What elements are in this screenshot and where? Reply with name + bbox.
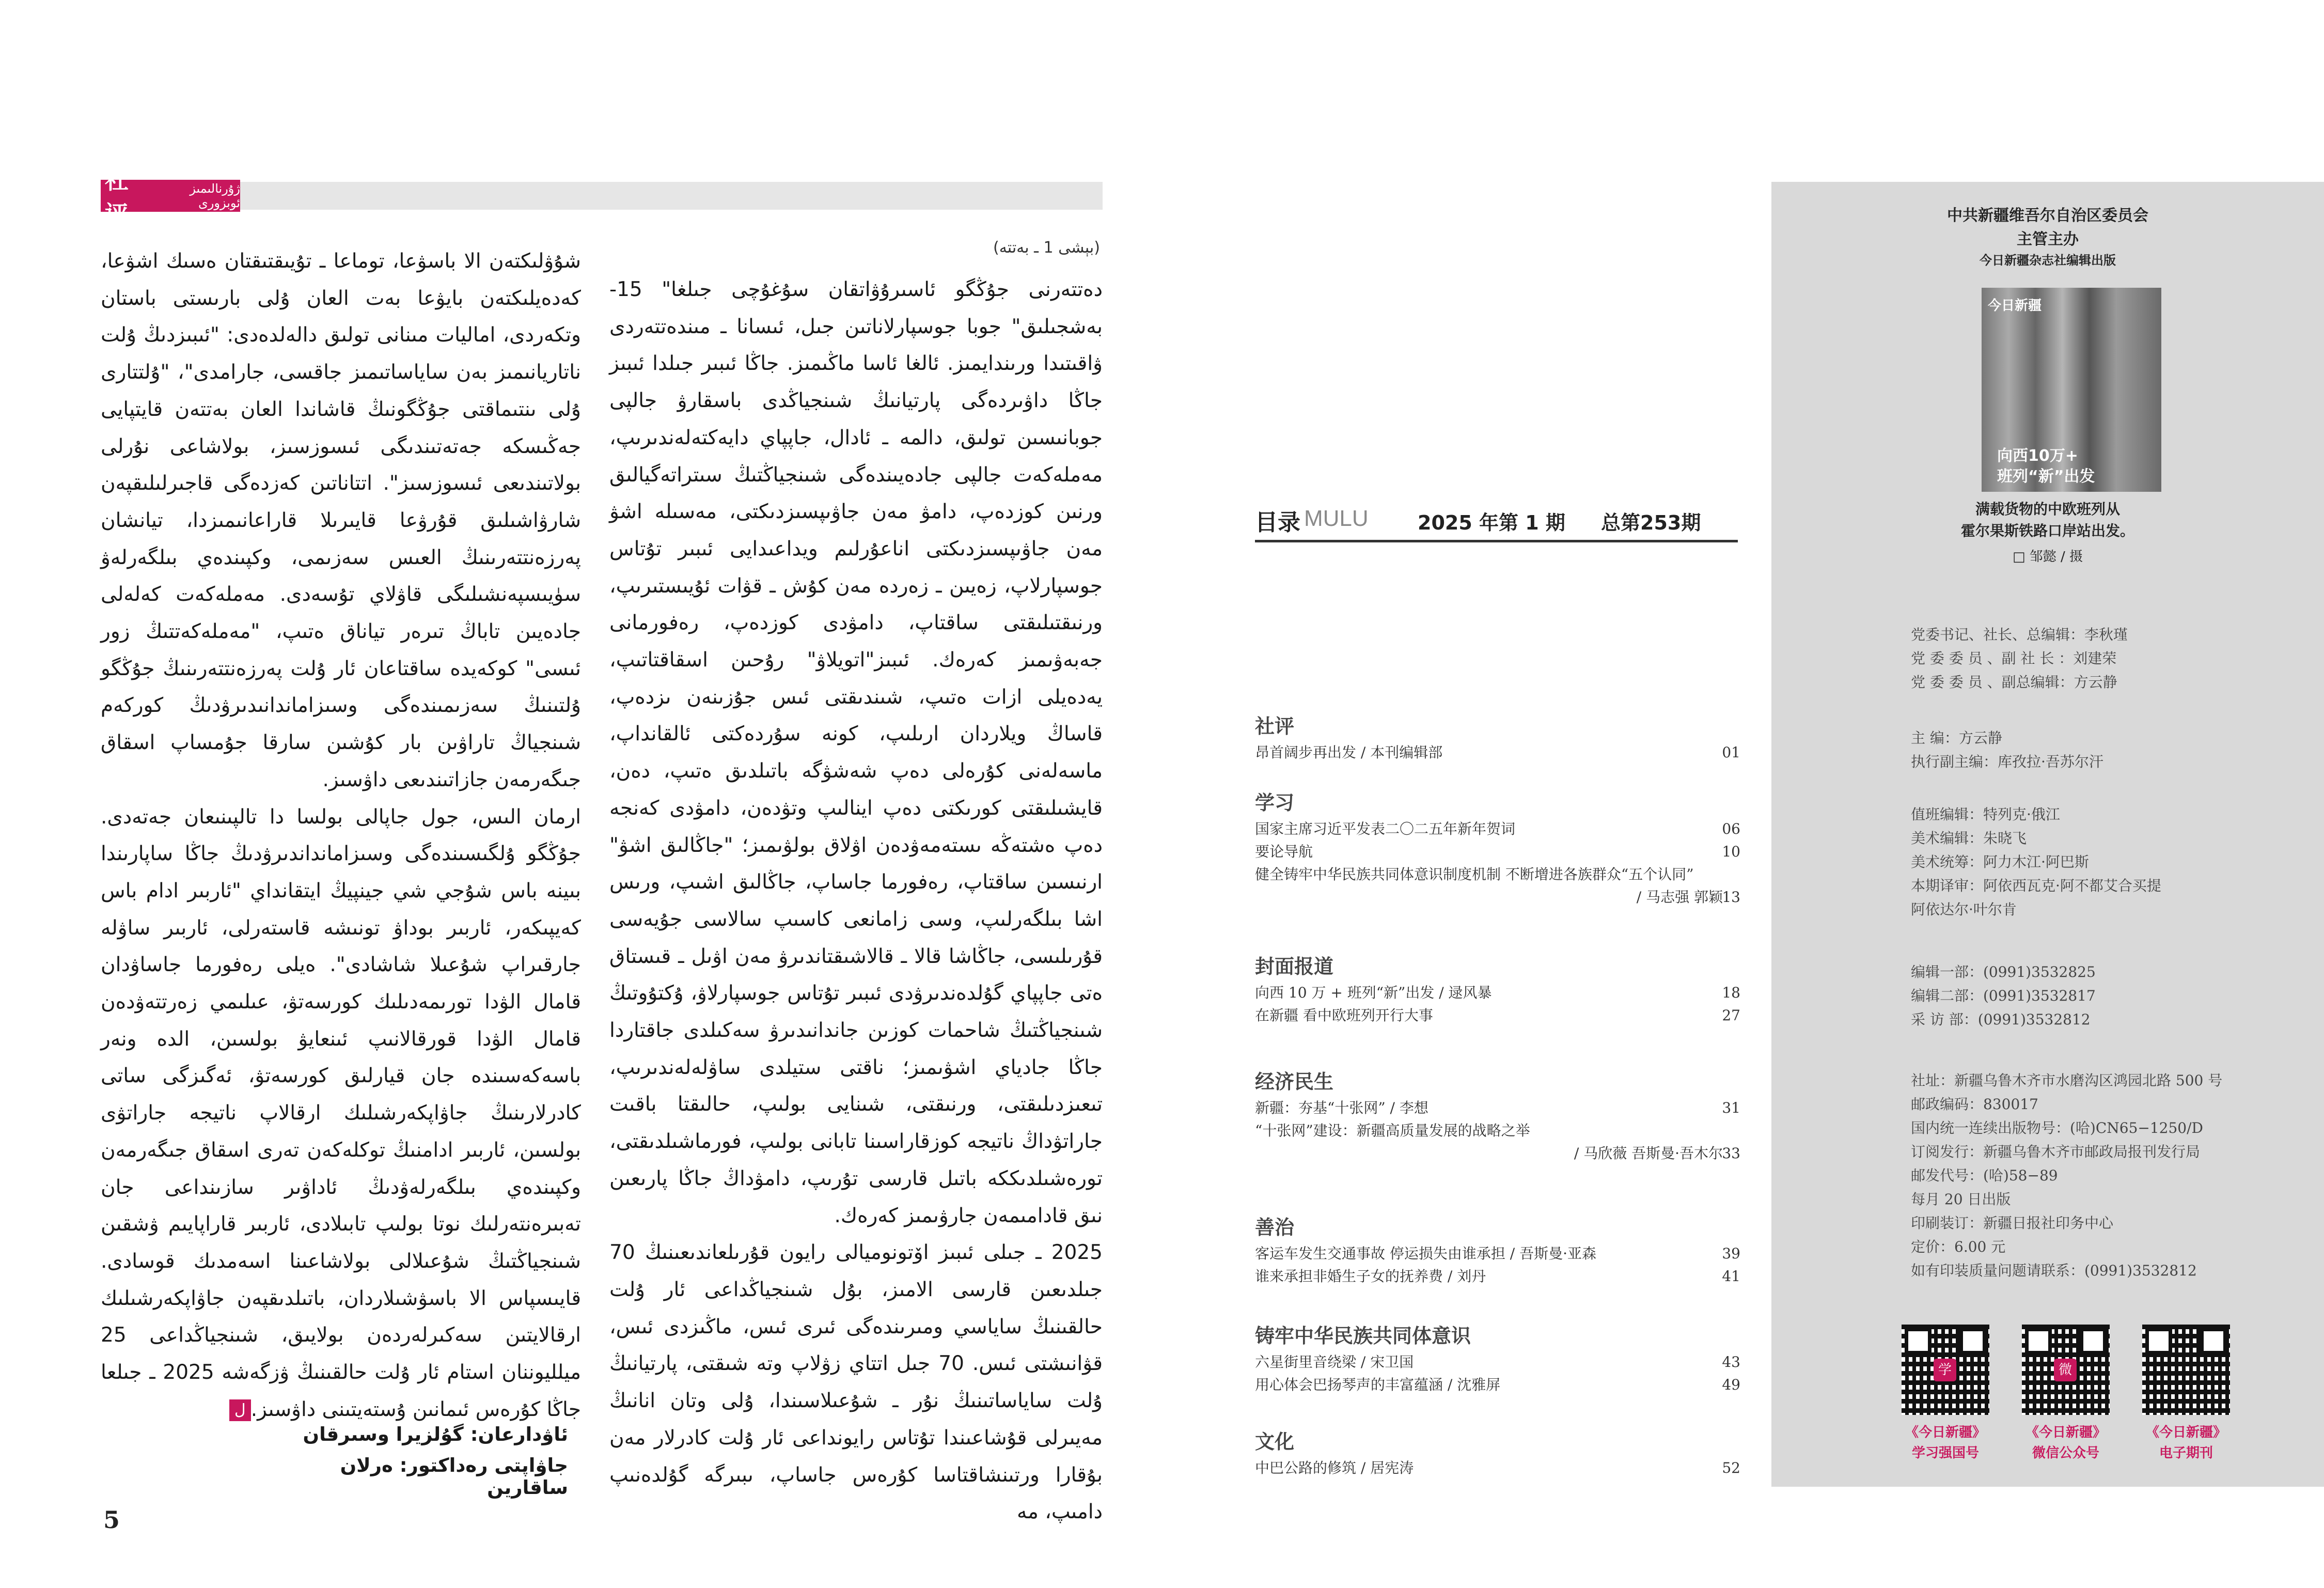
- staff-line: 社址：新疆乌鲁木齐市水磨沟区鸿园北路 500 号: [1911, 1072, 2223, 1089]
- toc-entry-title: “十张网”建设：新疆高质量发展的战略之举: [1255, 1122, 1530, 1139]
- qr-code-icon[interactable]: [2022, 1325, 2110, 1415]
- qr-label: 电子期刊: [2159, 1445, 2213, 1461]
- toc-section: [1255, 1320, 1740, 1396]
- toc-entry-page: 27: [1722, 1007, 1740, 1024]
- sponsor-org: 中共新疆维吾尔自治区委员会: [1947, 207, 2148, 225]
- toc-entry[interactable]: [1255, 863, 1740, 886]
- toc-entry[interactable]: [1255, 840, 1740, 863]
- toc-entry-page: 06: [1722, 820, 1740, 837]
- toc-section: [1255, 1211, 1740, 1288]
- toc-entry[interactable]: [1255, 1351, 1740, 1374]
- qr-label: 《今日新疆》: [2025, 1425, 2106, 1440]
- continued-note: (بېشى 1 ـ بەتتە): [993, 239, 1100, 257]
- staff-line: 国内统一连续出版物号：(哈)CN65−1250/D: [1911, 1119, 2204, 1136]
- paragraph-text: ارمان الىس، جول جاپالى بولسا دا تالپىنىعان جەتەدى. جۇڭگو ۇلگىسىندەگى وسىزامانداندىرۋدىڭ جاڭا ساپارىندا بىينە باس شۇجي شي جينپيڭ ايتقانداي "ئاربىر ادام باس كەيپىكەر، ئاربىر بوداۋ تونىشە قاستەرلى، ئاربىر ساۋلە جارقىراپ شۇعىلا شاشادى". ەيلى رەفورما جاساۋدان قامال الۋدا تورىمەدىلىك كورسەتۋ، عىلىمي زەرتتەۋدەن قامال الۋدا قورقالانىپ ئىنعايۋ بولسىن، الدە ونەر باسەكەسىندە جان قيارلىق كورسەتۋ، ئەگىزگى ساتى كادرلارىنىڭ جاۋاپكەرشىلىك ارقالاپ ناتيجە جاراتۋى بولسىن، ئاربىر ادامنىڭ توكلەكەن تەرى اسقاق جىگەرمەن وكپىندەي بىلگەرلەۋدىڭ ئاداۋىر سازىنداعى جان تەبىرەنتەرلىك نوتا بولىپ تابىلادى، ئاربىر قاراپايىم ۋشقىن شىنجياڭتىڭ شۇعىلالى بولاشاعىنا اسەمدىك قوسادى. قايىسپاس الا باسۋشىلاردان، باتىلدىقپەن جاۋاپكەرشىلىك ارقالايتىن سەكىرلەردەن بولايىق، شىنجياڭداعى 25 ميلليوننان استام ئار ۇلت حالقىنىڭ ۋزگەشە 2025 ـ جىلعا جاڭا كۇرەس ئىمانىن ۇستەيتىنى داۋسىز.: [101, 805, 581, 1421]
- toc-entry[interactable]: [1255, 1457, 1740, 1480]
- toc-entry[interactable]: [1255, 1004, 1740, 1027]
- page-number: 5: [103, 1506, 120, 1534]
- toc-entry-title: 向西 10 万 + 班列“新”出发 / 逯风暴: [1255, 984, 1492, 1001]
- cover-image: [1982, 288, 2161, 492]
- staff-line: 邮政编码：830017: [1911, 1096, 2038, 1113]
- qr-label: 学习强国号: [1911, 1445, 1979, 1461]
- toc-entry-page: 39: [1722, 1245, 1740, 1262]
- toc-entry-page: 31: [1722, 1099, 1740, 1116]
- toc-entry-title: 谁来承担非婚生子女的抚养费 / 刘丹: [1255, 1268, 1486, 1285]
- toc-entry[interactable]: [1255, 1374, 1740, 1396]
- photo-credit: □ 邹懿 / 摄: [2012, 549, 2083, 565]
- toc-entry-page: 18: [1722, 984, 1740, 1001]
- toc-entry[interactable]: [1255, 1265, 1740, 1288]
- cover-headline-2: 班列“新”出发: [1997, 468, 2095, 486]
- sponsor-role: 主管主办: [2017, 230, 2079, 248]
- staff-line: 订阅发行：新疆乌鲁木齐市邮政局报刊发行局: [1911, 1143, 2201, 1160]
- toc-entry[interactable]: [1255, 886, 1740, 909]
- staff-line: 执行副主编：库孜拉·吾苏尔汗: [1911, 753, 2103, 770]
- toc-entry-title: 六星街里音绕梁 / 宋卫国: [1255, 1353, 1414, 1371]
- toc-entry[interactable]: [1255, 1242, 1740, 1265]
- staff-line: 采 访 部：(0991)3532812: [1911, 1011, 2091, 1028]
- staff-line: 每月 20 日出版: [1911, 1191, 2011, 1208]
- toc-entry-page: 13: [1722, 889, 1740, 906]
- toc-section: [1255, 787, 1740, 909]
- toc-section-title: 社评: [1255, 715, 1295, 738]
- toc-entry-page: 33: [1722, 1145, 1740, 1162]
- paragraph: شۇۋلىكتەن الا باسۋعا، توماعا ـ تۇيىقتىقتان ەسىك اشۋعا، كەدەيلىكتەن بايۋعا بەت العان ۇلى بارىستى باستان وتكەردى، اماليات مىنانى تولىق دالەلدەدى: "ئىبىزدىڭ ۇلت ناتاريانىمىز بەن ساياساتىمىز جاقسى، جارامدى"، "ۇلتتارى ۇلى ىنتىماقتى جۇڭگونىڭ قاشاندا العان بەتتەن قايتپايى جەڭىسكە جەتەتىندىگى ئىسوزسىز، بولاشاعى نۇرلى بولاتىندىعى ئىسوزسىز". اتتاناتىن كەزدەگى قاجىرلىلىقپەن شارۋاشىلىق قۇرۋعا قايىرىلا قاراعانىمىزدا، تيانشان پەرزەنتتەرىنىڭ العىس سەزىمى، وكپىندەي بىلگەرلەۋ سۈيىسپەنشىلىگى قاۋلاي تۇسەدى. مەملەكەت كەلەلى جادەيىن تاباڭ تىرەر تياناق ەتىپ، "مەملەكەتتىڭ زور ئىسى" كوكەيدە ساقتاعان ئار ۇلت پەرزەنتتەرىنىڭ جۇڭگو ۇلتىنىڭ سەزىمىندەگى وسىزاماندانىدىرۋدىڭ كوركەم شىنجياڭ تاراۋىن بار كۇشىن سارقا جۇمساپ اسقاق جىگەرمەن جازاتىندىعى داۋسىز.: [101, 250, 581, 791]
- qr-center-icon: 微: [2054, 1359, 2077, 1381]
- toc-entry-page: 01: [1722, 744, 1740, 761]
- publisher: 今日新疆杂志社编辑出版: [1980, 253, 2116, 268]
- toc-title-pinyin: MULU: [1304, 506, 1369, 531]
- toc-section-title: 铸牢中华民族共同体意识: [1255, 1325, 1471, 1347]
- toc-entry-title: 昂首阔步再出发 / 本刊编辑部: [1255, 744, 1443, 761]
- toc-entry-title: / 马欣薇 吾斯曼·吾木尔: [1574, 1145, 1723, 1162]
- qr-code-icon[interactable]: [2142, 1325, 2230, 1415]
- qr-code-icon[interactable]: [1902, 1325, 1989, 1415]
- staff-line: 主 编：方云静: [1911, 729, 2002, 746]
- cover-headline: 向西10万+: [1997, 447, 2078, 465]
- toc-entry-title: 用心体会巴扬琴声的丰富蕴涵 / 沈雅屏: [1255, 1376, 1501, 1393]
- editor-credit: جاۋاپتى رەداكتور: ەرلان ساقارين: [340, 1454, 568, 1499]
- staff-line: 本期译审：阿依西瓦克·阿不都艾合买提: [1911, 877, 2161, 894]
- toc-entry-title: 中巴公路的修筑 / 居宪涛: [1255, 1459, 1414, 1476]
- toc-issue: 2025 年第 1 期: [1418, 511, 1565, 534]
- qr-label: 微信公众号: [2032, 1445, 2099, 1461]
- qr-label: 《今日新疆》: [1905, 1425, 1986, 1440]
- translator-credit: ئاۋدارعان: گۇلزيرا وسىرقان: [303, 1423, 568, 1445]
- paragraph: 2025 ـ جىلى ئىبىز اۆتونوميالى رايون قۇرىلعاندىعىنىڭ 70 جىلدىعىن قارسى الامىز، بۇل شىنجياڭداعى ئار ۇلت حالقىنىڭ ساياسي ومىرىندەگى ئىرى ئىس، ماڭىزدى ئىس، قۋانىشتى ئىس. 70 جىل اتتاي زۋلاپ وتە شىقتى، پارتيانىڭ ۇلت ساياساتىنىڭ نۇر ـ شۇعىلاسىندا، ۇلى وتان انانىڭ مەيىرلى قۇشاعىندا تۇتاس رايونداعى ئار ۇلت كادرلار مەن بۇقارا ورتىنشاقتاسا كۇرەس جاساپ، ىبىرگە گۇلدەنىپ دامىپ، مە: [609, 1241, 1103, 1524]
- paragraph: دەتتەرنى جۇڭگو ئاسىرۇۋاتقان سۇغۇچى جىلغا" 15- بەشجىلىق" جوبا جوسپارلاناتىن جىل، ئىسانا ـ مىندەتتەردى ۋاقىتىدا ورىندايمىز. ئالغا ئاسا ماڭىمىز. جاڭا ئىبىر جىلدا ئىبىز جاڭا داۋىردەگى پارتيانىڭ شىنجياڭدى باسقارۋ جالپى جوبانىسىن تولىق، دالمە ـ ئادال، جاپپاي دايەكتەلەندىرىپ، مەملەكەت جالپى جادەيىندەگى شىنجياڭتىڭ سىتراتەگيالىق ورنىن كوزدەپ، دامۋ مەن جاۋىپسىزدىكتى، مەسىلە اشۋ مەن جاۋىپسىزدىكتى اناعۇرلىم ويداعىدايى ئىبىر تۇتاس جوسپارلاپ، زەيىن ـ زەردە مەن كۇش ـ قۋات ئۇيىستىرىپ، ورنىقتىلىقتى ساقتاپ، دامۋدى كوزدەپ، رەفورمانى جەبەۋىمىز كەرەك. ئىبىز"اتويلاۋ" رۇحىن اسقاقتاتىپ، يەدەيلى ازات ەتىپ، شىندىقتى ئىس جۇزىنەن ىزدەپ، قاساڭ ويلاردان ارىلىپ، كونە سۇردەكتى ئالقانداپ، ماسەلەنى كۇرەلى دەپ شەشۋگە باتىلدىق ەتىپ، دەن، قايشىلىقتى كورىكتى دەپ اينالىپ وتۋدەن، دامۋدى كەنجە دەپ ەشتەڭە ىستەمەۋدەن اۋلاق بولۋىمىز؛ "جاڭالىق اشۋ" ارنىسىن ساقتاپ، رەفورما جاساپ، جاڭالىق اشىپ، ورىس اشا بىلگەرلىپ، وسى زامانعى كاسىپ سالاسى جۇيەسى قۇرىلىسى، جاڭاشا قالا ـ قالاشىقتاندىرۋ مەن اۋىل ـ قىستاق ەتى جاپپاي گۇلدەندىرۋدى ئىبىر تۇتاس جوسپارلاۋ، ۇكتۇوتىڭ شىنجياڭتىڭ شاحمات كوزىن جاندانىدىرۋ سەكىلدى جاقتاردا جاڭا جادياي اشۋىمىز؛ ناقتى ستيلدى ساۋلەلەندىرىپ، تىعىزدىلىقتى، ورنىقتى، شىنايى بولىپ، حالىقتا باقىت جاراتۋداڭ ناتيجە كوزقاراسىنا تابانى بولىپ، فورماشىلدىقتى، تورەشىلدىككە باتىل قارسى تۇرىپ، دامۋداڭ جاڭا پارىعىن نىق قادامىمەن جارۋىمىز كەرەك.: [609, 278, 1103, 1227]
- toc-entry[interactable]: [1255, 1142, 1740, 1165]
- toc-section: [1255, 1066, 1740, 1165]
- cover-caption: 满载货物的中欧班列从: [1975, 501, 2120, 518]
- toc-section: [1255, 710, 1740, 764]
- toc-entry[interactable]: [1255, 1119, 1740, 1142]
- cover-logo: 今日新疆: [1988, 298, 2042, 314]
- toc-entry[interactable]: [1255, 741, 1740, 764]
- staff-line: 邮发代号：(哈)58−89: [1911, 1167, 2058, 1184]
- article-column-right: [609, 271, 1103, 1531]
- toc-section-title: 封面报道: [1255, 955, 1334, 978]
- paragraph: [101, 799, 581, 1428]
- toc-entry[interactable]: [1255, 1097, 1740, 1119]
- toc-header: [1255, 504, 1738, 542]
- toc-entry-page: 41: [1722, 1268, 1740, 1285]
- toc-entry[interactable]: [1255, 982, 1740, 1004]
- staff-line: 党 委 委 员 、副 社 长 ：刘建荣: [1911, 650, 2117, 667]
- end-mark-icon: ل: [229, 1399, 251, 1421]
- staff-line: 定价：6.00 元: [1911, 1238, 2006, 1255]
- toc-entry-title: / 马志强 郭颖: [1636, 889, 1723, 906]
- staff-line: 党委书记、社长、总编辑：李秋瑾: [1911, 626, 2128, 643]
- toc-entry-title: 新疆：夯基“十张网” / 李想: [1255, 1099, 1428, 1116]
- staff-line: 如有印装质量问题请联系：(0991)3532812: [1911, 1262, 2197, 1279]
- toc-entry-page: 52: [1722, 1459, 1740, 1476]
- toc-section-title: 文化: [1255, 1430, 1295, 1453]
- staff-line: 党 委 委 员 、副总编辑：方云静: [1911, 674, 2117, 691]
- toc-entry-title: 客运车发生交通事故 停运损失由谁承担 / 吾斯曼·亚森: [1255, 1245, 1597, 1262]
- section-badge-zh: 社评: [105, 166, 130, 228]
- toc-section-title: 经济民生: [1255, 1070, 1334, 1093]
- article-column-left: [101, 243, 581, 1428]
- staff-line: 美术统筹：阿力木江·阿巴斯: [1911, 853, 2089, 870]
- toc-entry-title: 国家主席习近平发表二〇二五年新年贺词: [1255, 820, 1516, 837]
- staff-line: 编辑一部：(0991)3532825: [1911, 963, 2096, 980]
- toc-section-title: 学习: [1255, 791, 1295, 814]
- toc-entry-title: 健全铸牢中华民族共同体意识制度机制 不断增进各族群众“五个认同”: [1255, 866, 1694, 883]
- masthead-sidebar: [1771, 182, 2324, 1487]
- toc-title: 目录: [1255, 509, 1300, 536]
- toc-section: [1255, 1426, 1740, 1480]
- staff-line: 值班编辑：特列克·俄江: [1911, 806, 2060, 823]
- qr-label: 《今日新疆》: [2145, 1425, 2226, 1440]
- staff-line: 美术编辑：朱晓飞: [1911, 830, 2027, 847]
- toc-section: [1255, 951, 1740, 1027]
- staff-line: 编辑二部：(0991)3532817: [1911, 987, 2096, 1004]
- section-badge-ug: ژۇرنالىمىز ئوبزورى: [190, 181, 240, 210]
- toc-total-issue: 总第253期: [1601, 511, 1701, 534]
- toc-entry-title: 在新疆 看中欧班列开行大事: [1255, 1007, 1433, 1024]
- toc-entry-page: 10: [1722, 843, 1740, 860]
- staff-line: 印刷装订：新疆日报社印务中心: [1911, 1215, 2114, 1232]
- toc-section-title: 善治: [1255, 1216, 1295, 1239]
- toc-entry-page: 43: [1722, 1353, 1740, 1371]
- section-badge: [101, 166, 240, 228]
- toc-entry-title: 要论导航: [1255, 843, 1313, 860]
- cover-caption-2: 霍尔果斯铁路口岸站出发。: [1960, 522, 2134, 539]
- qr-center-icon: 学: [1934, 1359, 1956, 1381]
- staff-line: 阿依达尔·叶尔肯: [1911, 901, 2017, 918]
- toc-entry-page: 49: [1722, 1376, 1740, 1393]
- section-header-bar: [101, 182, 1103, 210]
- toc-entry[interactable]: [1255, 818, 1740, 840]
